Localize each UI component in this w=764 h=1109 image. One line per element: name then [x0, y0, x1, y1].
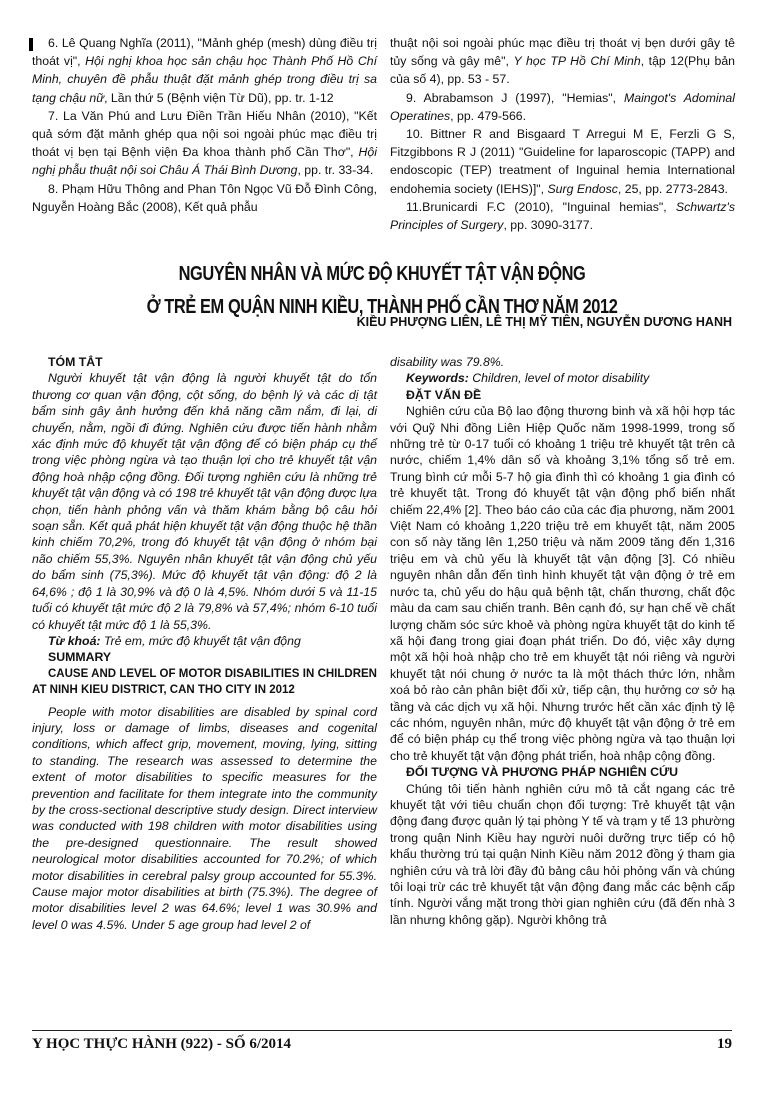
page-number: 19	[717, 1036, 732, 1052]
reference-text: 6. Lê Quang Nghĩa (2011), "Mảnh ghép (mesh) dùng điều trị thoát vị",	[32, 36, 377, 69]
reference-source: Maingot's Adominal Operatines	[390, 90, 735, 123]
footer-rule	[32, 1030, 732, 1031]
abstract-en-body: People with motor disabilities are disabled by spinal cord injury, loss or damage of limbs, diseases and cogenital conditions, which affect grip, movement, moving, lying, sitting to standing. The research was assessed to determine the extent of motor disabilities to specific measures for the prevention and facilitate for them integrate into the community by the cross-sectional descriptive study design. Direct interview was conducted with 198 children with motor disabilities using the pre-designed questionnaire. The result showed neurological motor disabilities accounted for 70.2%; of which motor disabilities in cerebral palsy group accounted for 55.3%. Cause major motor disabilities at birth (75.3%). The degree of motor disabilities level 2 was 64.6%; level 1 was 30.9% and level 0 was 4.5%. Under 5 age group had level 2 of	[32, 704, 377, 932]
methods-body: Chúng tôi tiến hành nghiên cứu mô tả cắt ngang các trẻ khuyết tật với tiêu chuẩn chọn đối tượng: Trẻ khuyết tật vận động đang được quản lý tại phòng Y tế và trạm y tế 13 phường trong quận Ninh Kiều hay người nuôi dưỡng trực tiếp có hộ khẩu thường trú tại quận Ninh Kiều năm 2012 đồng ý tham gia nghiên cứu và trả lời đầy đủ bảng câu hỏi phỏng vấn và chúng tôi loại trừ các trẻ khuyết tật vận động đang mắc các bệnh cấp tính. Người vắng mặt trong thời gian nghiên cứu (đã đến nhà 3 lần nhưng không gặp). Người không trả	[390, 781, 735, 927]
keywords-text: Children, level of motor disability	[468, 371, 650, 386]
reference-text: , pp. 479-566.	[450, 108, 527, 123]
reference-source: Surg Endosc	[547, 181, 618, 196]
reference-source: Hội nghị phẫu thuật nội soi Châu Á Thái Bình Dương	[32, 145, 377, 178]
journal-footer: Y HỌC THỰC HÀNH (922) - SỐ 6/2014	[32, 1036, 292, 1052]
reference-9	[390, 89, 735, 125]
keywords-label: Từ khoá:	[48, 633, 101, 648]
reference-text: 9. Abrabamson J (1997), "Hemias",	[406, 90, 624, 105]
summary-heading: SUMMARY	[48, 650, 112, 665]
right-column	[390, 354, 735, 928]
summary-title: CAUSE AND LEVEL OF MOTOR DISABILITIES IN CHILDREN AT NINH KIEU DISTRICT, CAN THO CITY IN 2012	[32, 667, 377, 697]
keywords-en	[390, 370, 735, 386]
reference-text: 7. La Văn Phú and Lưu Điền Trần Hiếu Nhân (2010), "Kết quả sớm đặt mảnh ghép qua nội soi ngoài phúc mạc điều trị thoát vị bẹn tại Bệnh viện Đa khoa thành phố Cần Thơ",	[32, 108, 377, 160]
left-column	[32, 354, 377, 933]
reference-7	[32, 107, 377, 180]
references-left	[32, 34, 377, 216]
reference-text: 10. Bittner R and Bisgaard T Arregui M E, Ferzli G S, Fitzgibbons R J (2011) "Guideline for laparoscopic (TAPP) and endoscopic (TEP) treatment of Inguinal hemia International endohemia society (IEHS)]",	[390, 127, 735, 196]
reference-text: 8. Phạm Hữu Thông and Phan Tôn Ngọc Vũ Đỗ Đình Công, Nguyễn Hoàng Bắc (2008), Kết quả phẫu	[32, 181, 377, 214]
title-line-2: Ở TRẺ EM QUẬN NINH KIỀU, THÀNH PHỐ CẦN THƠ NĂM 2012	[146, 296, 618, 318]
title-line-1: NGUYÊN NHÂN VÀ MỨC ĐỘ KHUYẾT TẬT VẬN ĐỘNG	[178, 263, 586, 285]
intro-body: Nghiên cứu của Bộ lao động thương binh và xã hội hợp tác với Quỹ Nhi đồng Liên Hiệp Quốc năm 1998-1999, trong số những trẻ từ 0-17 tuổi có khoảng 1 triệu trẻ khuyết tật trên cả nước, chiếm 1,4% dân số và khoảng 3,1% tổng số trẻ em. Trung bình cứ mỗi 5-7 hộ gia đình thì có khoảng 1 gia đình có trẻ khuyết tật. Trong đó khuyết tật vận động phổ biến nhất chiếm 22,4% [2]. Theo báo cáo của các địa phương, năm 2001 Việt Nam có khoảng 1,220 triệu trẻ em khuyết tật, năm 2005 con số này tăng lên 1,250 triệu và năm 2009 tăng đến 1,316 triệu em và chủ yếu là khuyết tật vận động [3]. Có nhiều nguyên nhân dẫn đến tình hình khuyết tật vận động ở trẻ em nước ta, chủ yếu do hậu quả bệnh tật, chấn thương, chất độc màu da cam sau chiến tranh. Bên cạnh đó, sự hạn chế về chất lượng chăm sóc sức khoẻ và phòng ngừa khuyết tật do kinh tế xã hội đang trong giai đoạn phát triển. Do đó, việc xây dựng một xã hội hoà nhập cho trẻ em khuyết tật nói riêng và người khuyết tật nói chung ở nước ta là một thách thức lớn, nhằm xoá bỏ rào cản phân biệt đối xử, tiếp cận, thụ hưởng cơ sở hạ tầng và các dịch vụ xã hội. Nhưng trước hết cần xác định tỷ lệ các nhóm, nguyên nhân, mức độ khuyết tật vận động ở trẻ em để có biện pháp cụ thể trong việc phòng ngừa và tạo thuận lợi cho trẻ khuyết tật vận động phát triển, hoà nhập cộng đồng.	[390, 404, 735, 763]
reference-text: , tập 12(Phụ bản của số 4), pp. 53 - 57.	[390, 54, 735, 87]
reference-text: , pp. 3090-3177.	[503, 218, 594, 233]
reference-text: thuật nội soi ngoài phúc mạc điều trị thoát vị bẹn dưới gây tê tủy sống và gây mê",	[390, 36, 735, 69]
references-right	[390, 34, 735, 234]
reference-text: 11.Brunicardi F.C (2010), "Inguinal hemias",	[406, 199, 676, 214]
reference-source: Hội nghị khoa học sản chậu học Thành Phố Hồ Chí Minh, chuyên đề phẫu thuật đặt mảnh ghép trong điều trị sa tạng chậu nữ	[32, 54, 377, 105]
reference-text: , 25, pp. 2773-2843.	[617, 181, 728, 196]
abstract-heading: TÓM TẮT	[48, 355, 103, 369]
keywords-label: Keywords:	[406, 371, 469, 386]
reference-8-cont	[390, 34, 735, 89]
reference-text: , Lần thứ 5 (Bệnh viện Từ Dũ), pp. tr. 1-12	[104, 90, 334, 105]
methods-heading: ĐỐI TƯỢNG VÀ PHƯƠNG PHÁP NGHIÊN CỨU	[406, 765, 679, 780]
keywords-vi	[32, 633, 377, 649]
reference-11	[390, 198, 735, 234]
abstract-en-cont: disability was 79.8%.	[390, 355, 505, 369]
reference-6	[32, 34, 377, 107]
reference-source: Y học TP Hồ Chí Minh	[513, 54, 641, 69]
reference-8	[32, 180, 377, 216]
reference-source: Schwartz's Principles of Surgery	[390, 199, 735, 233]
abstract-vi-body: Người khuyết tật vận động là người khuyết tật do tổn thương cơ quan vận động, cột sống, do bệnh lý và các dị tật bẩm sinh gây ảnh hưởng đến khả năng cầm nắm, đi lại, di chuyển, nằm, ngồi đi đứng. Nghiên cứu được tiến hành nhằm xác định mức độ khuyết tật vận động để có biện pháp cụ thể trong việc phòng ngừa và tạo thuận lợi cho trẻ khuyết tật vận động hoà nhập cộng đồng. Đối tượng nghiên cứu là những trẻ khuyết tật vận động và có 198 trẻ khuyết tật vận động được lựa chọn, tiến hành phỏng vấn và thăm khám bằng bộ câu hỏi soạn sẵn. Kết quả phát hiện khuyết tật vận động thuộc hệ thần kinh chiếm 70,2%, trong đó khuyết tật vận động ở nhóm bại não chiếm 55,3%. Nguyên nhân khuyết tật vận động chủ yếu do bẩm sinh (75,3%). Mức độ khuyết tật vận động: độ 2 là 64,6% ; độ 1 là 30,9% và độ 0 là 4,5%. Nhóm dưới 5 và 11-15 tuổi có khuyết tật mức độ 2 là 79,8% và 57,4%; nhóm 6-10 tuổi có khuyết tật mức độ 1 là 55,3%.	[32, 371, 378, 632]
reference-10	[390, 125, 735, 198]
reference-text: , pp. tr. 33-34.	[297, 163, 374, 178]
keywords-text: Trẻ em, mức độ khuyết tật vận động	[100, 633, 301, 648]
authors: KIỀU PHƯỢNG LIÊN, LÊ THỊ MỸ TIÊN, NGUYỄN DƯƠNG HANH	[356, 315, 732, 329]
intro-heading: ĐẶT VẤN ĐỀ	[406, 387, 482, 402]
